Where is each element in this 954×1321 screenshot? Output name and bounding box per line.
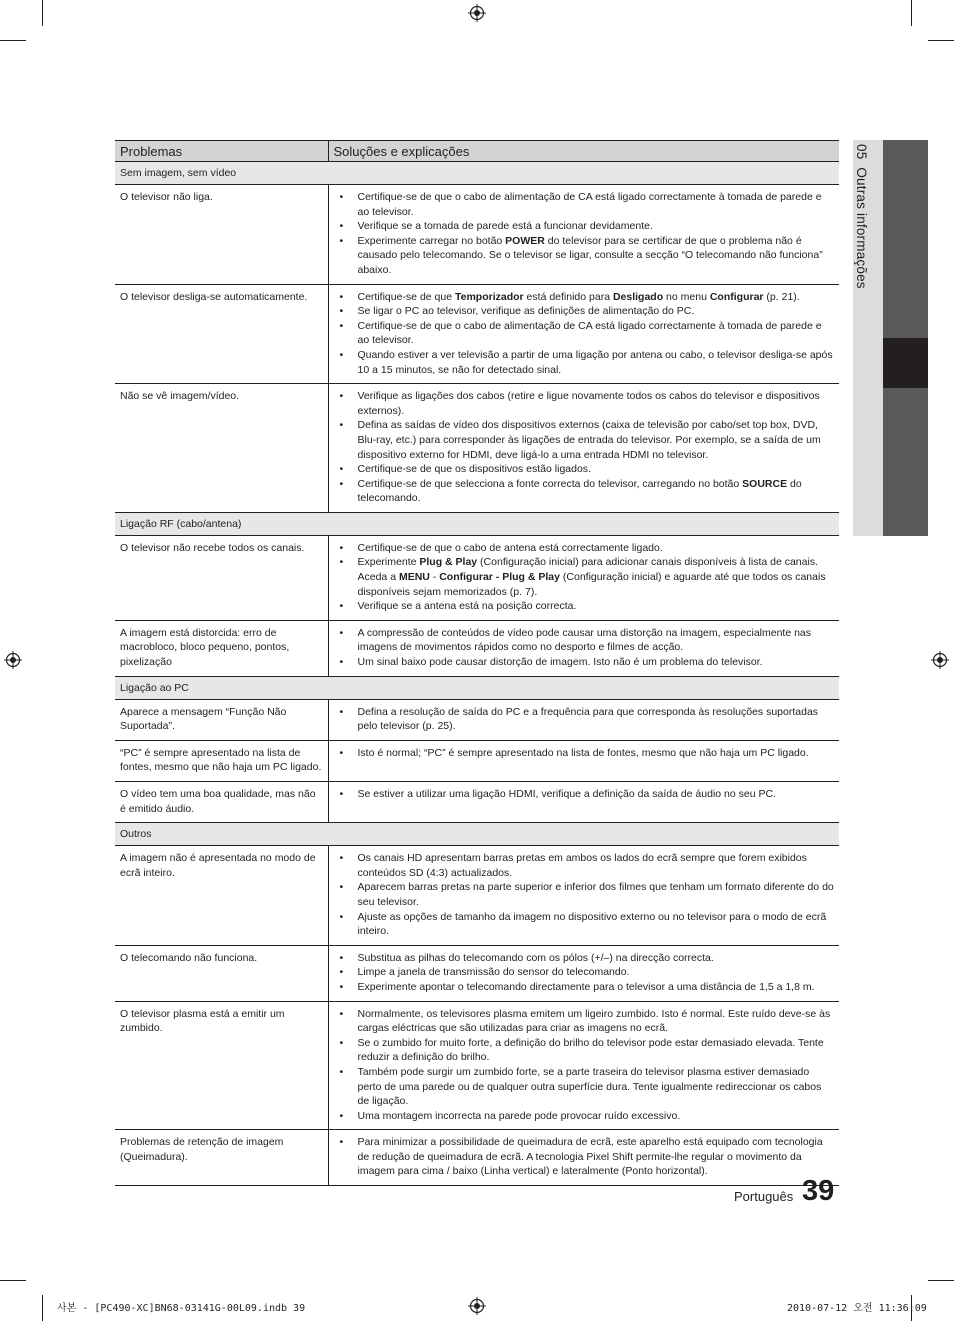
solution-text: Quando estiver a ver televisão a partir de uma ligação por antena ou cabo, o televisor desliga-se após 10 a 15 minutos, se não for detectado sinal. xyxy=(357,348,833,376)
header-problems: Problemas xyxy=(115,141,328,162)
bullet-icon: • xyxy=(339,656,344,669)
solution-list xyxy=(335,1007,836,1124)
table-row xyxy=(115,740,839,781)
table-row xyxy=(115,384,839,513)
solution-item xyxy=(335,746,836,761)
crop-mark-bottom-left-v xyxy=(42,1295,43,1321)
side-tab-label xyxy=(846,144,890,344)
problem-cell: O televisor plasma está a emitir um zumbido. xyxy=(115,1001,328,1130)
solution-item xyxy=(335,319,836,348)
problem-cell: Problemas de retenção de imagem (Queimadura). xyxy=(115,1130,328,1186)
solution-list xyxy=(335,626,836,670)
slug-file: 사본 - [PC490-XC]BN68-03141G-00L09.indb 39 xyxy=(57,1303,306,1314)
solution-text: Normalmente, os televisores plasma emitem um ligeiro zumbido. Isto é normal. Este ruído deve-se às cargas eléctricas que são utilizadas para criar as imagens no ecrã. xyxy=(357,1007,831,1035)
solution-text: Se o zumbido for muito forte, a definição do brilho do televisor pode estar demasiado elevada. Tente reduzir a definição do brilho. xyxy=(357,1036,824,1064)
solution-text: Para minimizar a possibilidade de queimadura de ecrã, este aparelho está equipado com tecnologia de redução de queimadura de ecrã. A tecnologia Pixel Shift permite-lhe regular o movimento da imagem para cima / baixo (Linha vertical) e lateralmente (Ponto horizontal). xyxy=(357,1136,823,1178)
problem-cell: O televisor não liga. xyxy=(115,185,328,285)
emphasis-term: POWER xyxy=(505,234,545,247)
solution-list xyxy=(335,746,836,761)
bullet-icon: • xyxy=(339,951,344,964)
solution-item xyxy=(335,655,836,670)
crop-mark-top-right-h xyxy=(928,40,954,41)
solution-cell xyxy=(328,535,839,620)
table-row xyxy=(115,782,839,823)
table-row xyxy=(115,284,839,384)
section-title: Ligação RF (cabo/antena) xyxy=(115,512,839,535)
solution-cell xyxy=(328,1001,839,1130)
solution-text: Os canais HD apresentam barras pretas em ambos os lados do ecrã sempre que forem exibidos conteúdos SD (4:3) actualizados. xyxy=(357,852,807,879)
emphasis-term: Configurar - Plug & Play xyxy=(439,571,560,584)
problem-cell: A imagem está distorcida: erro de macrobloco, bloco pequeno, pontos, pixelização xyxy=(115,620,328,676)
problem-cell: O televisor desliga-se automaticamente. xyxy=(115,284,328,384)
side-tab-chapter: 05 xyxy=(854,144,869,160)
solution-text: Certifique-se de que o cabo de alimentação de CA está ligado correctamente à tomada de parede e ao televisor. xyxy=(357,319,822,347)
table-row xyxy=(115,846,839,946)
bullet-icon: • xyxy=(339,234,344,247)
solution-list xyxy=(335,541,836,614)
bullet-icon: • xyxy=(339,290,344,303)
bullet-icon: • xyxy=(339,705,344,718)
registration-mark-top-icon xyxy=(468,4,486,22)
section-title: Ligação ao PC xyxy=(115,676,839,699)
section-title: Outros xyxy=(115,823,839,846)
solution-text: Experimente carregar no botão POWER do televisor para se certificar de que o problema não é causado pelo telecomando. Se o televisor se ligar, consulte a secção “O telecomando não funciona” abaixo. xyxy=(357,234,823,276)
bullet-icon: • xyxy=(339,1136,344,1149)
solution-cell xyxy=(328,620,839,676)
solution-cell xyxy=(328,384,839,513)
bullet-icon: • xyxy=(339,910,344,923)
bullet-icon: • xyxy=(339,419,344,432)
solution-list xyxy=(335,389,836,506)
solution-item xyxy=(335,1036,836,1065)
solution-item xyxy=(335,951,836,966)
solution-item xyxy=(335,626,836,655)
table-row xyxy=(115,535,839,620)
table-row xyxy=(115,185,839,285)
solution-text: Isto é normal; “PC” é sempre apresentado na lista de fontes, mesmo que não haja um PC ligado. xyxy=(357,746,809,759)
bullet-icon: • xyxy=(339,881,344,894)
section-title: Sem imagem, sem vídeo xyxy=(115,162,839,185)
emphasis-term: Plug & Play xyxy=(419,556,478,569)
solution-text: Substitua as pilhas do telecomando com os pólos (+/–) na direcção correcta. xyxy=(357,951,714,964)
troubleshooting-table xyxy=(115,140,839,1186)
problem-cell: O telecomando não funciona. xyxy=(115,945,328,1001)
problem-cell: Não se vê imagem/vídeo. xyxy=(115,384,328,513)
table-row xyxy=(115,1001,839,1130)
solution-list xyxy=(335,290,836,378)
bullet-icon: • xyxy=(339,319,344,332)
bullet-icon: • xyxy=(339,746,344,759)
solution-item xyxy=(335,462,836,477)
side-tab-title: Outras informações xyxy=(854,167,869,289)
solution-cell xyxy=(328,699,839,740)
solution-text: Experimente Plug & Play (Configuração inicial) para adicionar canais disponíveis à lista de canais. Aceda a MENU - Configurar - Plug & Play (Configuração inicial) e aguarde até que todos os canais disponíveis sejam memorizados (p. 7). xyxy=(357,556,826,598)
solution-text: Certifique-se de que selecciona a fonte correcta do televisor, carregando no botão SOURCE do telecomando. xyxy=(357,477,802,505)
bullet-icon: • xyxy=(339,966,344,979)
emphasis-term: MENU xyxy=(398,571,430,584)
bullet-icon: • xyxy=(339,390,344,403)
solution-item xyxy=(335,1007,836,1036)
solution-item xyxy=(335,304,836,319)
solution-text: Se estiver a utilizar uma ligação HDMI, verifique a definição da saída de áudio no seu PC. xyxy=(357,788,776,800)
problem-cell: O televisor não recebe todos os canais. xyxy=(115,535,328,620)
solution-item xyxy=(335,910,836,939)
solution-item xyxy=(335,555,836,599)
solution-text: Experimente apontar o telecomando directamente para o televisor a uma distância de 1,5 a 1,8 m. xyxy=(357,980,815,993)
bullet-icon: • xyxy=(339,348,344,361)
crop-mark-bottom-right-h xyxy=(928,1280,954,1281)
solution-list xyxy=(335,1135,836,1179)
solution-text: Aparecem barras pretas na parte superior e inferior dos filmes que tenham um formato diferente do do seu televisor. xyxy=(357,881,834,908)
solution-item xyxy=(335,980,836,995)
registration-mark-right-icon xyxy=(931,651,949,669)
bullet-icon: • xyxy=(339,852,344,865)
bullet-icon: • xyxy=(339,477,344,490)
solution-item xyxy=(335,1109,836,1124)
solution-text: Defina as saídas de vídeo dos dispositivos externos (caixa de televisão por cabo/set top box, DVD, Blu-ray, etc.) para corresponder às ligações de entrada do televisor. Por exemplo, se a saída de um dispositivo externo for HDMI, deve ligá-lo a uma entrada HDMI no televisor. xyxy=(357,419,821,461)
crop-mark-top-left-h xyxy=(0,40,26,41)
problem-cell: “PC” é sempre apresentado na lista de fontes, mesmo que não haja um PC ligado. xyxy=(115,740,328,781)
bullet-icon: • xyxy=(339,788,344,800)
solution-cell xyxy=(328,284,839,384)
bullet-icon: • xyxy=(339,980,344,993)
solution-item xyxy=(335,1135,836,1179)
solution-list xyxy=(335,851,836,939)
registration-mark-left-icon xyxy=(4,651,22,669)
solution-item xyxy=(335,389,836,418)
solution-list xyxy=(335,705,836,734)
table-body xyxy=(115,162,839,1186)
solution-text: Ajuste as opções de tamanho da imagem no dispositivo externo ou no televisor para o modo de ecrã inteiro. xyxy=(357,910,827,938)
page-number: 39 xyxy=(802,1175,835,1207)
solution-list xyxy=(335,787,836,802)
problem-cell: Aparece a mensagem “Função Não Suportada”. xyxy=(115,699,328,740)
emphasis-term: Configurar xyxy=(709,290,764,303)
solution-item xyxy=(335,541,836,556)
solution-item xyxy=(335,851,836,880)
bullet-icon: • xyxy=(339,600,344,613)
solution-cell xyxy=(328,185,839,285)
solution-text: Certifique-se de que o cabo de alimentação de CA está ligado correctamente à tomada de parede e ao televisor. xyxy=(357,191,822,218)
solution-item xyxy=(335,599,836,614)
solution-item xyxy=(335,787,836,802)
solution-item xyxy=(335,705,836,734)
bullet-icon: • xyxy=(339,1065,344,1078)
slug-datetime: 2010-07-12 오전 11:36:09 xyxy=(787,1303,927,1314)
solution-item xyxy=(335,1065,836,1109)
problem-cell: O vídeo tem uma boa qualidade, mas não é emitido áudio. xyxy=(115,782,328,823)
side-tab-current-marker xyxy=(883,338,928,388)
section-row xyxy=(115,512,839,535)
bullet-icon: • xyxy=(339,541,344,554)
section-row xyxy=(115,823,839,846)
bullet-icon: • xyxy=(339,1109,344,1122)
bullet-icon: • xyxy=(339,556,344,569)
registration-mark-bottom-icon xyxy=(468,1297,486,1315)
emphasis-term: Desligado xyxy=(612,290,664,303)
bullet-icon: • xyxy=(339,191,344,203)
solution-list xyxy=(335,190,836,278)
solution-text: Também pode surgir um zumbido forte, se a parte traseira do televisor plasma estiver demasiado perto de uma parede ou de qualquer outra superfície dura. Tente igualmente redireccionar os cabos de ligação. xyxy=(357,1065,822,1108)
table-header-row xyxy=(115,141,839,162)
bullet-icon: • xyxy=(339,1007,344,1020)
problem-cell: A imagem não é apresentada no modo de ecrã inteiro. xyxy=(115,846,328,946)
solution-text: Limpe a janela de transmissão do sensor do telecomando. xyxy=(357,966,630,979)
solution-cell xyxy=(328,846,839,946)
section-row xyxy=(115,162,839,185)
solution-cell xyxy=(328,945,839,1001)
solution-list xyxy=(335,951,836,995)
emphasis-term: SOURCE xyxy=(742,477,788,490)
solution-item xyxy=(335,477,836,506)
solution-text: Se ligar o PC ao televisor, verifique as definições de alimentação do PC. xyxy=(357,305,695,318)
solution-item xyxy=(335,190,836,219)
solution-cell xyxy=(328,740,839,781)
bullet-icon: • xyxy=(339,626,344,639)
solution-cell xyxy=(328,782,839,823)
solution-text: Verifique as ligações dos cabos (retire e ligue novamente todos os cabos do televisor e dispositivos externos). xyxy=(357,390,820,417)
solution-text: Certifique-se de que o cabo de antena está correctamente ligado. xyxy=(357,541,663,554)
side-tab-text xyxy=(854,144,869,289)
solution-text: Verifique se a antena está na posição correcta. xyxy=(357,600,577,613)
solution-item xyxy=(335,234,836,278)
bullet-icon: • xyxy=(339,463,344,476)
crop-mark-top-left-v xyxy=(42,0,43,26)
bullet-icon: • xyxy=(339,305,344,318)
crop-mark-top-right-v xyxy=(911,0,912,26)
solution-item xyxy=(335,418,836,462)
solution-text: Certifique-se de que Temporizador está definido para Desligado no menu Configurar (p. 21). xyxy=(357,290,800,303)
bullet-icon: • xyxy=(339,220,344,233)
crop-mark-bottom-left-h xyxy=(0,1280,26,1281)
section-row xyxy=(115,676,839,699)
table-row xyxy=(115,699,839,740)
table-row xyxy=(115,1130,839,1186)
table-row xyxy=(115,620,839,676)
emphasis-term: Temporizador xyxy=(454,290,524,303)
solution-item xyxy=(335,348,836,377)
solution-text: A compressão de conteúdos de vídeo pode causar uma distorção na imagem, especialmente nas imagens de movimentos rápidos como no desporto e filmes de acção. xyxy=(357,626,812,654)
solution-text: Defina a resolução de saída do PC e a frequência para que corresponda às resoluções suportadas pelo televisor (p. 25). xyxy=(357,705,819,733)
solution-item xyxy=(335,219,836,234)
table-row xyxy=(115,945,839,1001)
solution-item xyxy=(335,965,836,980)
solution-text: Certifique-se de que os dispositivos estão ligados. xyxy=(357,463,591,476)
header-solutions: Soluções e explicações xyxy=(328,141,839,162)
solution-text: Um sinal baixo pode causar distorção de imagem. Isto não é um problema do televisor. xyxy=(357,656,763,669)
solution-item xyxy=(335,880,836,909)
bullet-icon: • xyxy=(339,1036,344,1049)
footer-language: Português xyxy=(734,1189,794,1204)
solution-item xyxy=(335,290,836,305)
solution-cell xyxy=(328,1130,839,1186)
solution-text: Uma montagem incorrecta na parede pode provocar ruído excessivo. xyxy=(357,1109,681,1122)
solution-text: Verifique se a tomada de parede está a funcionar devidamente. xyxy=(357,220,653,233)
